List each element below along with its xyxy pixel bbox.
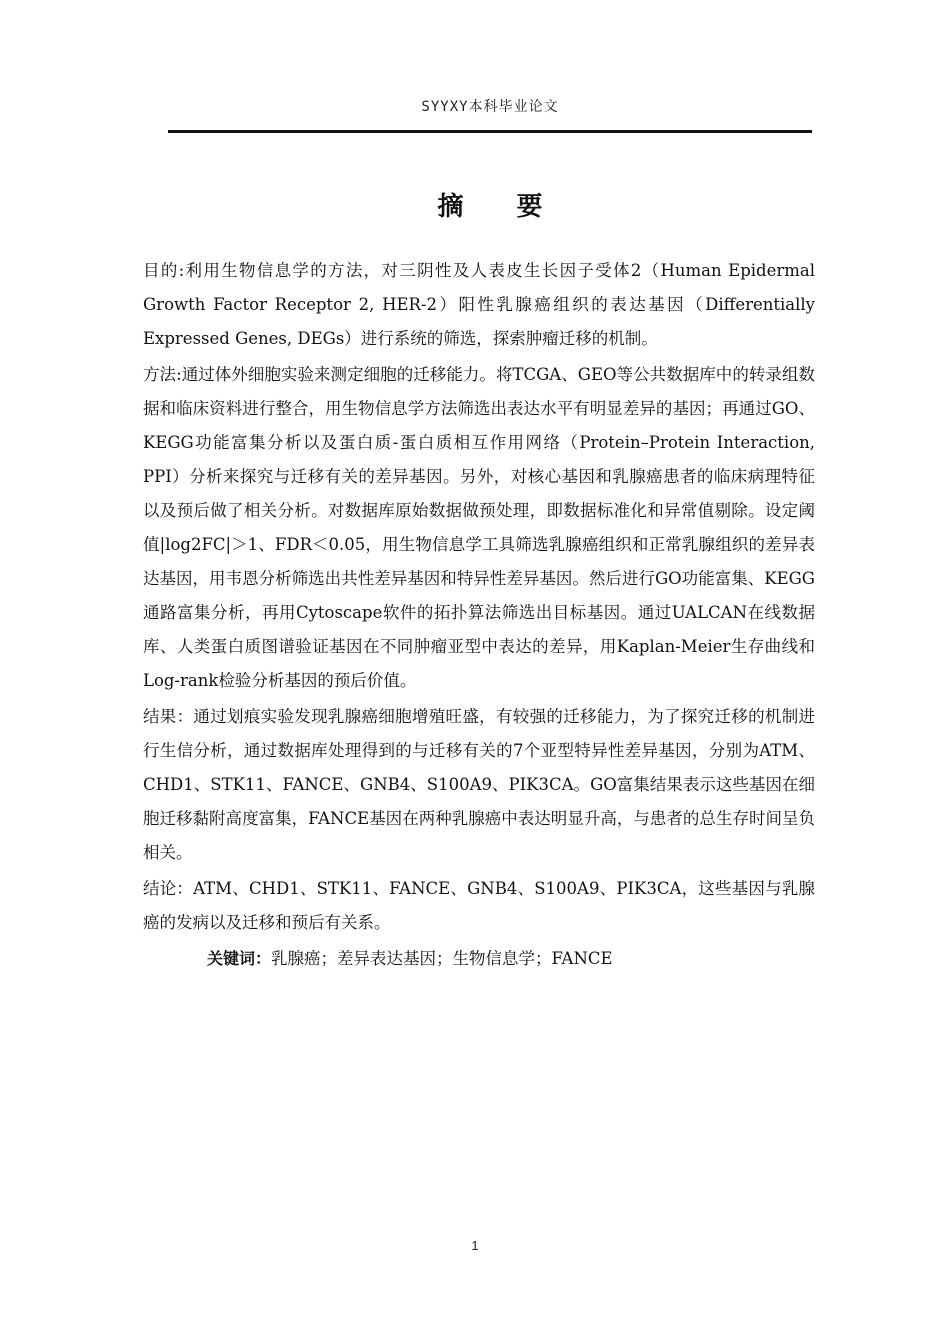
page-number: 1 bbox=[471, 1238, 479, 1253]
purpose-text: :利用生物信息学的方法，对三阴性及人表皮生长因子受体2（Human Epidermal Growth Factor Receptor 2, HER-2）阳性乳腺癌组织的表达基因（Differentially Expressed Genes, DEGs）进行系统的筛选，探索肿瘤迁移的机制。 bbox=[143, 261, 816, 348]
methods-label: 方法 bbox=[143, 365, 177, 384]
methods-text: :通过体外细胞实验来测定细胞的迁移能力。将TCGA、GEO等公共数据库中的转录组数据和临床资料进行整合，用生物信息学方法筛选出表达水平有明显差异的基因；再通过GO、KEGG功能富集分析以及蛋白质-蛋白质相互作用网络（Protein–Protein Interaction, PPI）分析来探究与迁移有关的差异基因。另外，对核心基因和乳腺癌患者的临床病理特征以及预后做了相关分析。对数据库原始数据做预处理，即数据标准化和异常值剔除。设定阈值|log2FC|＞1、FDR＜0.05，用生物信息学工具筛选乳腺癌组织和正常乳腺组织的差异表达基因，用韦恩分析筛选出共性差异基因和特异性差异基因。然后进行GO功能富集、KEGG通路富集分析，再用Cytoscape软件的拓扑算法筛选出目标基因。通过UALCAN在线数据库、人类蛋白质图谱验证基因在不同肿瘤亚型中表达的差异，用Kaplan-Meier生存曲线和Log-rank检验分析基因的预后价值。 bbox=[143, 365, 816, 690]
running-header: SYYXY本科毕业论文 bbox=[421, 99, 559, 115]
abstract-title: 摘 要 bbox=[437, 192, 565, 222]
purpose-paragraph bbox=[143, 254, 815, 356]
conclusion-label: 结论 bbox=[143, 879, 177, 898]
header-divider bbox=[168, 130, 812, 133]
conclusion-paragraph bbox=[143, 872, 815, 940]
results-paragraph bbox=[143, 700, 815, 870]
keywords-text: 乳腺癌；差异表达基因；生物信息学；FANCE bbox=[271, 949, 613, 968]
results-text: ：通过划痕实验发现乳腺癌细胞增殖旺盛，有较强的迁移能力，为了探究迁移的机制进行生信分析，通过数据库处理得到的与迁移有关的7个亚型特异性差异基因，分别为ATM、CHD1、STK11、FANCE、GNB4、S100A9、PIK3CA。GO富集结果表示这些基因在细胞迁移黏附高度富集，FANCE基因在两种乳腺癌中表达明显升高，与患者的总生存时间呈负相关。 bbox=[143, 707, 816, 862]
conclusion-text: ：ATM、CHD1、STK11、FANCE、GNB4、S100A9、PIK3CA，这些基因与乳腺癌的发病以及迁移和预后有关系。 bbox=[143, 879, 816, 932]
results-label: 结果 bbox=[143, 707, 177, 726]
purpose-label: 目的 bbox=[143, 261, 179, 280]
keywords-label: 关键词： bbox=[207, 949, 272, 968]
keywords-line bbox=[143, 942, 815, 976]
abstract-body bbox=[143, 254, 815, 978]
methods-paragraph bbox=[143, 358, 815, 698]
